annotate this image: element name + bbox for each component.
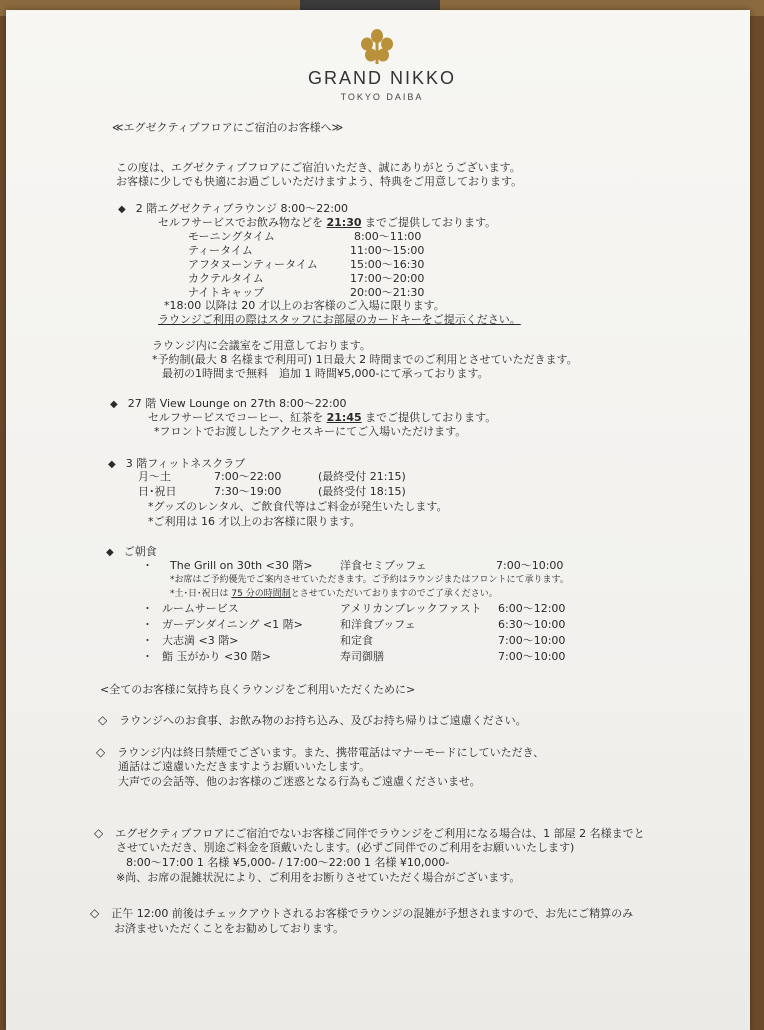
hollow-diamond-icon: ◇ (98, 713, 108, 727)
breakfast-venue: ルームサービス (162, 602, 239, 615)
brand-name: GRAND NIKKO (307, 68, 457, 88)
rule-3-line-1: エグゼクティブフロアにご宿泊でないお客様ご同伴でラウンジをご利用になる場合は、1 部屋 2 名様までと (115, 827, 645, 840)
rule-3-line-3: 8:00～17:00 1 名様 ¥5,000- / 17:00～22:00 1 名様 ¥10,000- (126, 856, 450, 869)
fitness-last-entry: (最終受付 21:15) (318, 470, 406, 483)
rule-4-line-2: お済ませいただくことをお勧めしております。 (114, 922, 345, 935)
brand-subtitle: TOKYO DAIBA (340, 92, 424, 102)
intro-line-1: この度は、エグゼクティブフロアにご宿泊いただき、誠にありがとうございます。 (116, 161, 521, 174)
breakfast-venue: The Grill on 30th <30 階> (170, 559, 313, 572)
breakfast-note-2a: *土･日･祝日は (170, 589, 232, 599)
page-title: ≪エグゼクティブフロアにご宿泊のお客様へ≫ (112, 121, 344, 134)
meeting-line-3: 最初の1時間まで無料 追加 1 時間¥5,000-にて承っております。 (162, 367, 489, 380)
lounge-desc-a: セルフサービスでお飲み物などを (158, 216, 327, 229)
breakfast-venue: ガーデンダイニング <1 階> (162, 618, 303, 631)
breakfast-style: 洋食セミブッフェ (340, 559, 427, 572)
fitness-time: 7:30～19:00 (214, 485, 282, 498)
lounge-time-name: カクテルタイム (188, 272, 264, 285)
diamond-bullet-icon: ◆ (118, 204, 126, 215)
fitness-day: 日･祝日 (138, 485, 177, 498)
rule-2-line-3: 大声での会話等、他のお客様のご迷惑となる行為もご遠慮くださいませ。 (118, 775, 481, 788)
lounge-time-name: アフタヌーンティータイム (188, 258, 318, 271)
lounge-heading (118, 202, 348, 217)
diamond-bullet-icon: ◆ (110, 399, 118, 410)
breakfast-note-2 (170, 588, 498, 600)
hollow-diamond-icon: ◇ (94, 826, 104, 840)
rules-heading: <全てのお客様に気持ち良くラウンジをご利用いただくために> (100, 683, 416, 696)
fitness-note-1: *グッズのレンタル、ご飲食代等はご料金が発生いたします。 (148, 500, 448, 513)
view-lounge-heading-text: 27 階 View Lounge on 27th 8:00～22:00 (127, 397, 347, 410)
breakfast-style: 寿司御膳 (340, 650, 384, 663)
breakfast-time: 7:00～10:00 (498, 634, 566, 647)
lounge-time-name: モーニングタイム (188, 230, 275, 243)
hollow-diamond-icon: ◇ (90, 906, 100, 920)
lounge-time-name: ナイトキャップ (188, 286, 265, 299)
view-lounge-description (148, 411, 496, 425)
lounge-desc-b: までご提供しております。 (361, 216, 497, 229)
view-desc-time: 21:45 (326, 411, 362, 424)
breakfast-bullet: ・ (142, 618, 153, 631)
breakfast-style: アメリカンブレックファスト (340, 602, 482, 615)
lounge-time-value: 15:00～16:30 (350, 258, 425, 271)
rule-4-line-1: 正午 12:00 前後はチェックアウトされるお客様でラウンジの混雑が予想されますので、お先にご精算のみ (111, 907, 634, 920)
breakfast-time: 6:30～10:00 (498, 618, 566, 631)
hotel-logo-icon (357, 28, 397, 66)
diamond-bullet-icon: ◆ (106, 547, 114, 558)
fitness-heading-text: 3 階フィットネスクラブ (125, 457, 246, 470)
rule-1 (98, 713, 527, 728)
rule-3 (94, 826, 645, 841)
rule-3-line-4: ※尚、お席の混雑状況により、ご利用をお断りさせていただく場合がございます。 (116, 871, 521, 884)
view-lounge-heading (110, 397, 347, 412)
lounge-age-note: *18:00 以降は 20 才以上のお客様のご入場に限ります。 (164, 299, 445, 312)
lounge-time-value: 11:00～15:00 (350, 244, 425, 257)
breakfast-bullet: ・ (142, 559, 153, 572)
breakfast-time: 7:00～10:00 (496, 559, 564, 572)
rule-4 (90, 906, 633, 921)
fitness-last-entry: (最終受付 18:15) (318, 485, 406, 498)
breakfast-heading (106, 545, 157, 560)
lounge-heading-text: 2 階エグゼクティブラウンジ 8:00～22:00 (135, 202, 348, 215)
breakfast-venue: 鮨 玉がかり <30 階> (162, 650, 271, 663)
lounge-description (158, 216, 496, 230)
breakfast-note-2b: とさせていただいておりますのでご了承ください。 (290, 589, 498, 599)
breakfast-heading-text: ご朝食 (123, 545, 157, 558)
hollow-diamond-icon: ◇ (96, 745, 106, 759)
view-desc-a: セルフサービスでコーヒー、紅茶を (148, 411, 327, 424)
lounge-time-value: 17:00～20:00 (350, 272, 425, 285)
lounge-key-note: ラウンジご利用の際はスタッフにお部屋のカードキーをご提示ください。 (158, 313, 521, 326)
lounge-desc-time: 21:30 (326, 216, 362, 229)
fitness-note-2: *ご利用は 16 才以上のお客様に限ります。 (148, 515, 361, 528)
breakfast-style: 和洋食ブッフェ (340, 618, 416, 631)
breakfast-venue: 大志満 <3 階> (162, 634, 239, 647)
breakfast-bullet: ・ (142, 650, 153, 663)
rule-1-text: ラウンジへのお食事、お飲み物のお持ち込み、及びお持ち帰りはご遠慮ください。 (119, 714, 527, 727)
breakfast-style: 和定食 (340, 634, 373, 647)
lounge-time-name: ティータイム (188, 244, 253, 257)
breakfast-time: 6:00～12:00 (498, 602, 566, 615)
intro-line-2: お客様に少しでも快適にお過ごしいただけますよう、特典をご用意しております。 (116, 175, 523, 188)
rule-2 (96, 745, 544, 760)
rule-3-line-2: させていただき、別途ご料金を頂戴いたします。(必ずご同伴でのご利用をお願いいたします) (116, 841, 575, 854)
meeting-line-1: ラウンジ内に会議室をご用意しております。 (152, 339, 371, 352)
meeting-line-2: *予約制(最大 8 名様まで利用可) 1日最大 2 時間までのご利用とさせていただきます。 (152, 353, 578, 366)
breakfast-note-1: *お席はご予約優先でご案内させていただきます。ご予約はラウンジまたはフロントにて承ります。 (170, 575, 569, 585)
breakfast-bullet: ・ (142, 634, 153, 647)
fitness-time: 7:00～22:00 (214, 470, 282, 483)
view-lounge-note: *フロントでお渡ししたアクセスキーにてご入場いただけます。 (154, 425, 467, 438)
view-desc-b: までご提供しております。 (361, 411, 497, 424)
diamond-bullet-icon: ◆ (108, 459, 116, 470)
lounge-time-value: 8:00～11:00 (354, 230, 422, 243)
lounge-time-value: 20:00～21:30 (350, 286, 425, 299)
rule-2-line-2: 通話はご遠慮いただきますようお願いいたします。 (118, 760, 371, 773)
fitness-day: 月～土 (138, 470, 171, 483)
breakfast-note-2u: 75 分の時間制 (231, 589, 291, 599)
breakfast-bullet: ・ (142, 602, 153, 615)
breakfast-time: 7:00～10:00 (498, 650, 566, 663)
rule-2-line-1: ラウンジ内は終日禁煙でございます。また、携帯電話はマナーモードにしていただき、 (117, 746, 545, 759)
